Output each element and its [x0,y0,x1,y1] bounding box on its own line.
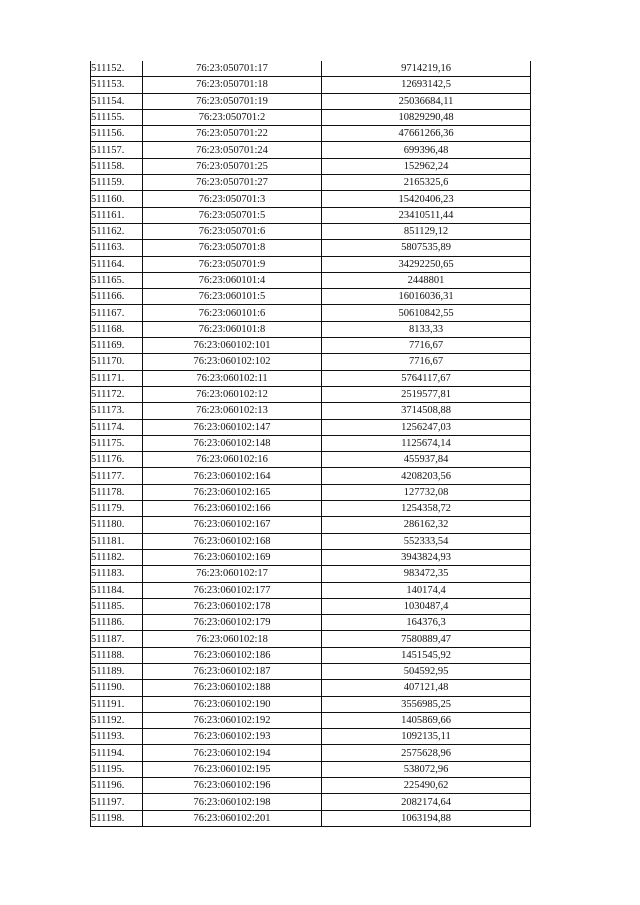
cadastral-number-cell: 76:23:060102:179 [143,615,322,631]
cadastral-number-cell: 76:23:060101:8 [143,321,322,337]
cadastral-value-cell: 9714219,16 [322,61,531,77]
cadastral-value-cell: 34292250,65 [322,256,531,272]
row-number-cell: 511157. [91,142,143,158]
table-row [91,712,531,728]
cadastral-value-cell: 164376,3 [322,615,531,631]
table-row [91,175,531,191]
table-row [91,680,531,696]
cadastral-value-cell: 1451545,92 [322,647,531,663]
row-number-cell: 511152. [91,61,143,77]
table-row [91,158,531,174]
cadastral-number-cell: 76:23:060102:147 [143,419,322,435]
row-number-cell: 511188. [91,647,143,663]
cadastral-value-table [90,61,531,827]
cadastral-value-cell: 851129,12 [322,223,531,239]
table-row [91,566,531,582]
cadastral-value-cell: 2575628,96 [322,745,531,761]
table-row [91,582,531,598]
cadastral-number-cell: 76:23:060102:165 [143,484,322,500]
cadastral-number-cell: 76:23:060102:16 [143,452,322,468]
row-number-cell: 511155. [91,109,143,125]
row-number-cell: 511182. [91,549,143,565]
row-number-cell: 511160. [91,191,143,207]
row-number-cell: 511192. [91,712,143,728]
cadastral-value-cell: 8133,33 [322,321,531,337]
cadastral-number-cell: 76:23:060102:102 [143,354,322,370]
cadastral-value-cell: 152962,24 [322,158,531,174]
cadastral-value-cell: 1030487,4 [322,598,531,614]
table-row [91,93,531,109]
table-row [91,468,531,484]
cadastral-value-cell: 140174,4 [322,582,531,598]
cadastral-value-cell: 3714508,88 [322,403,531,419]
table-row [91,745,531,761]
cadastral-number-cell: 76:23:060102:201 [143,810,322,826]
row-number-cell: 511178. [91,484,143,500]
row-number-cell: 511167. [91,305,143,321]
table-row [91,484,531,500]
cadastral-number-cell: 76:23:060101:5 [143,289,322,305]
row-number-cell: 511185. [91,598,143,614]
cadastral-value-cell: 10829290,48 [322,109,531,125]
row-number-cell: 511163. [91,240,143,256]
table-row [91,77,531,93]
table-row [91,386,531,402]
row-number-cell: 511198. [91,810,143,826]
table-row [91,289,531,305]
row-number-cell: 511183. [91,566,143,582]
cadastral-number-cell: 76:23:060102:13 [143,403,322,419]
table-row [91,794,531,810]
cadastral-number-cell: 76:23:060102:18 [143,631,322,647]
row-number-cell: 511176. [91,452,143,468]
table-row [91,761,531,777]
table-row [91,533,531,549]
cadastral-number-cell: 76:23:050701:17 [143,61,322,77]
cadastral-number-cell: 76:23:060102:177 [143,582,322,598]
cadastral-number-cell: 76:23:050701:2 [143,109,322,125]
cadastral-value-cell: 538072,96 [322,761,531,777]
table-row [91,778,531,794]
cadastral-value-cell: 127732,08 [322,484,531,500]
cadastral-number-cell: 76:23:060102:195 [143,761,322,777]
cadastral-number-cell: 76:23:060102:192 [143,712,322,728]
cadastral-number-cell: 76:23:050701:19 [143,93,322,109]
cadastral-number-cell: 76:23:060102:169 [143,549,322,565]
row-number-cell: 511154. [91,93,143,109]
cadastral-number-cell: 76:23:060102:190 [143,696,322,712]
cadastral-number-cell: 76:23:050701:5 [143,207,322,223]
cadastral-number-cell: 76:23:060102:178 [143,598,322,614]
row-number-cell: 511177. [91,468,143,484]
cadastral-number-cell: 76:23:050701:25 [143,158,322,174]
cadastral-value-cell: 4208203,56 [322,468,531,484]
row-number-cell: 511171. [91,370,143,386]
cadastral-number-cell: 76:23:050701:24 [143,142,322,158]
cadastral-value-cell: 5807535,89 [322,240,531,256]
cadastral-value-cell: 23410511,44 [322,207,531,223]
table-row [91,240,531,256]
cadastral-value-cell: 1256247,03 [322,419,531,435]
cadastral-value-cell: 15420406,23 [322,191,531,207]
cadastral-number-cell: 76:23:050701:22 [143,126,322,142]
row-number-cell: 511165. [91,272,143,288]
row-number-cell: 511197. [91,794,143,810]
table-row [91,549,531,565]
row-number-cell: 511181. [91,533,143,549]
table-row [91,615,531,631]
table-row [91,223,531,239]
cadastral-value-cell: 1063194,88 [322,810,531,826]
cadastral-value-cell: 25036684,11 [322,93,531,109]
cadastral-number-cell: 76:23:050701:27 [143,175,322,191]
cadastral-value-cell: 1125674,14 [322,435,531,451]
table-row [91,109,531,125]
cadastral-number-cell: 76:23:050701:18 [143,77,322,93]
cadastral-number-cell: 76:23:060102:167 [143,517,322,533]
cadastral-number-cell: 76:23:060102:166 [143,501,322,517]
cadastral-value-cell: 7716,67 [322,354,531,370]
cadastral-value-cell: 5764117,67 [322,370,531,386]
row-number-cell: 511180. [91,517,143,533]
table-row [91,501,531,517]
cadastral-value-cell: 552333,54 [322,533,531,549]
cadastral-number-cell: 76:23:060102:194 [143,745,322,761]
row-number-cell: 511179. [91,501,143,517]
row-number-cell: 511168. [91,321,143,337]
row-number-cell: 511162. [91,223,143,239]
row-number-cell: 511153. [91,77,143,93]
row-number-cell: 511156. [91,126,143,142]
row-number-cell: 511159. [91,175,143,191]
cadastral-value-cell: 1405869,66 [322,712,531,728]
table-row [91,647,531,663]
table-row [91,517,531,533]
row-number-cell: 511172. [91,386,143,402]
row-number-cell: 511164. [91,256,143,272]
cadastral-number-cell: 76:23:060102:198 [143,794,322,810]
table-body [91,61,531,826]
table-row [91,338,531,354]
table-row [91,419,531,435]
cadastral-value-cell: 47661266,36 [322,126,531,142]
cadastral-number-cell: 76:23:050701:3 [143,191,322,207]
row-number-cell: 511191. [91,696,143,712]
row-number-cell: 511187. [91,631,143,647]
table-row [91,354,531,370]
cadastral-number-cell: 76:23:060102:101 [143,338,322,354]
table-row [91,191,531,207]
cadastral-value-cell: 455937,84 [322,452,531,468]
cadastral-value-cell: 504592,95 [322,663,531,679]
table-row [91,729,531,745]
table-row [91,631,531,647]
table-row [91,598,531,614]
cadastral-value-cell: 7580889,47 [322,631,531,647]
row-number-cell: 511196. [91,778,143,794]
cadastral-value-cell: 1092135,11 [322,729,531,745]
row-number-cell: 511161. [91,207,143,223]
cadastral-number-cell: 76:23:050701:8 [143,240,322,256]
table-row [91,207,531,223]
row-number-cell: 511189. [91,663,143,679]
cadastral-number-cell: 76:23:060102:12 [143,386,322,402]
cadastral-number-cell: 76:23:060101:6 [143,305,322,321]
table-row [91,256,531,272]
row-number-cell: 511195. [91,761,143,777]
cadastral-number-cell: 76:23:060102:17 [143,566,322,582]
row-number-cell: 511169. [91,338,143,354]
cadastral-value-cell: 2165325,6 [322,175,531,191]
row-number-cell: 511158. [91,158,143,174]
cadastral-value-cell: 2082174,64 [322,794,531,810]
cadastral-value-cell: 1254358,72 [322,501,531,517]
cadastral-value-cell: 12693142,5 [322,77,531,93]
row-number-cell: 511170. [91,354,143,370]
row-number-cell: 511194. [91,745,143,761]
cadastral-value-cell: 407121,48 [322,680,531,696]
table-row [91,321,531,337]
cadastral-number-cell: 76:23:060102:196 [143,778,322,794]
table-row [91,61,531,77]
table-row [91,663,531,679]
cadastral-number-cell: 76:23:060101:4 [143,272,322,288]
cadastral-value-cell: 50610842,55 [322,305,531,321]
table-row [91,403,531,419]
cadastral-number-cell: 76:23:050701:9 [143,256,322,272]
table-row [91,370,531,386]
cadastral-number-cell: 76:23:060102:193 [143,729,322,745]
table-row [91,142,531,158]
table-row [91,272,531,288]
table-row [91,452,531,468]
table-row [91,305,531,321]
cadastral-number-cell: 76:23:060102:148 [143,435,322,451]
cadastral-value-cell: 286162,32 [322,517,531,533]
row-number-cell: 511193. [91,729,143,745]
table-row [91,810,531,826]
cadastral-number-cell: 76:23:060102:188 [143,680,322,696]
cadastral-value-cell: 7716,67 [322,338,531,354]
table-row [91,696,531,712]
cadastral-value-cell: 2519577,81 [322,386,531,402]
cadastral-value-cell: 16016036,31 [322,289,531,305]
cadastral-number-cell: 76:23:060102:187 [143,663,322,679]
row-number-cell: 511174. [91,419,143,435]
row-number-cell: 511184. [91,582,143,598]
cadastral-number-cell: 76:23:060102:164 [143,468,322,484]
row-number-cell: 511190. [91,680,143,696]
cadastral-value-cell: 225490,62 [322,778,531,794]
cadastral-number-cell: 76:23:060102:168 [143,533,322,549]
cadastral-number-cell: 76:23:060102:186 [143,647,322,663]
cadastral-value-cell: 2448801 [322,272,531,288]
cadastral-value-cell: 3943824,93 [322,549,531,565]
table-row [91,435,531,451]
cadastral-number-cell: 76:23:060102:11 [143,370,322,386]
row-number-cell: 511173. [91,403,143,419]
row-number-cell: 511175. [91,435,143,451]
cadastral-value-cell: 3556985,25 [322,696,531,712]
cadastral-value-cell: 983472,35 [322,566,531,582]
row-number-cell: 511166. [91,289,143,305]
table-row [91,126,531,142]
row-number-cell: 511186. [91,615,143,631]
cadastral-value-cell: 699396,48 [322,142,531,158]
cadastral-number-cell: 76:23:050701:6 [143,223,322,239]
